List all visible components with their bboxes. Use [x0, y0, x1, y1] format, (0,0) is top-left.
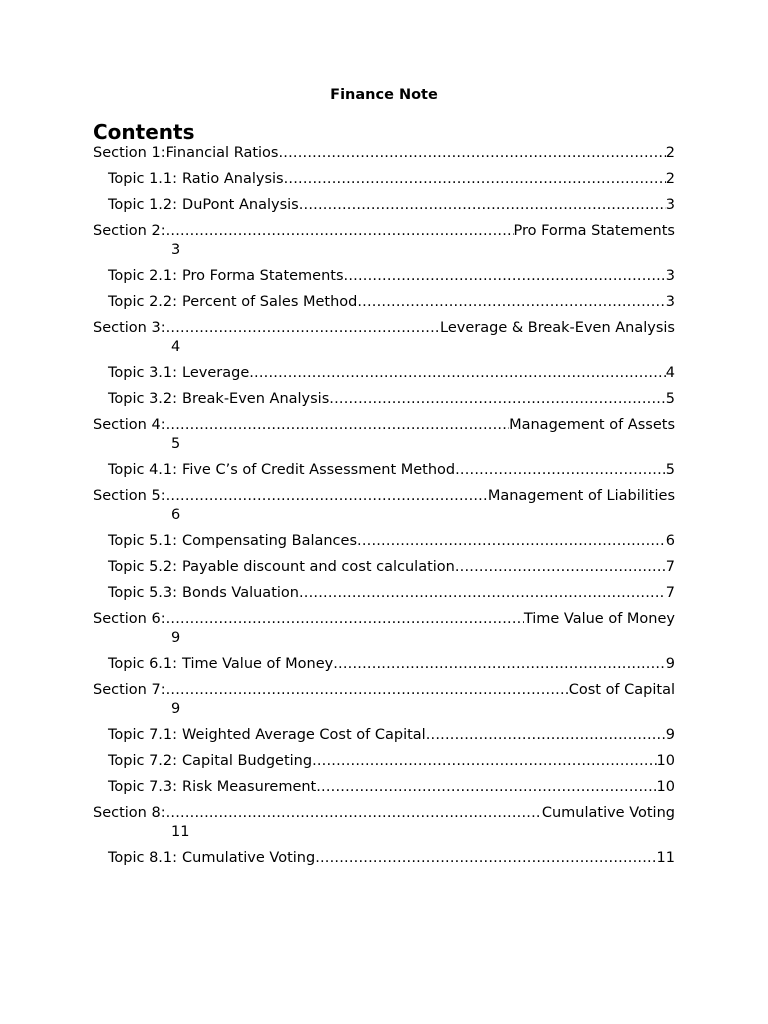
- toc-entry-title: Weighted Average Cost of Capital: [182, 727, 426, 743]
- toc-topic-entry[interactable]: [93, 364, 675, 383]
- toc-entry-title: Leverage & Break-Even Analysis: [440, 320, 675, 336]
- toc-entry-title: Leverage: [182, 365, 250, 381]
- toc-entry-number: Section 5:: [93, 488, 166, 504]
- toc-entry-page: 4: [171, 339, 181, 355]
- toc-entry-title: Break-Even Analysis: [182, 391, 330, 407]
- toc-entry-title: Bonds Valuation: [182, 585, 299, 601]
- toc-entry-number: Topic 4.1:: [108, 462, 178, 478]
- toc-entry-number: Topic 3.2:: [108, 391, 178, 407]
- toc-entry-title: Ratio Analysis: [182, 171, 284, 187]
- toc-topic-entry[interactable]: [93, 461, 675, 480]
- toc-entry-page: 10: [656, 779, 675, 795]
- dot-leader: [166, 416, 510, 435]
- toc-entry-title: DuPont Analysis: [182, 197, 299, 213]
- dot-leader: [278, 144, 665, 163]
- toc-topic-entry[interactable]: [93, 849, 675, 868]
- dot-leader: [329, 390, 666, 409]
- toc-topic-entry[interactable]: [93, 293, 675, 312]
- dot-leader: [357, 532, 666, 551]
- dot-leader: [333, 655, 666, 674]
- toc-entry-page: 9: [665, 727, 675, 743]
- toc-entry-number: Topic 2.2:: [108, 294, 178, 310]
- toc-topic-entry[interactable]: [93, 390, 675, 409]
- dot-leader: [166, 681, 569, 700]
- toc-entry-title: Financial Ratios: [165, 145, 279, 161]
- toc-entry-page: 6: [665, 533, 675, 549]
- dot-leader: [166, 487, 488, 506]
- toc-entry-page: 3: [665, 197, 675, 213]
- toc-topic-entry[interactable]: [93, 584, 675, 603]
- toc-entry-number: Topic 1.2:: [108, 197, 178, 213]
- toc-entry-number: Topic 5.3:: [108, 585, 178, 601]
- toc-entry-page: 5: [665, 391, 675, 407]
- toc-entry-number: Topic 7.3:: [108, 779, 178, 795]
- toc-section-entry[interactable]: [93, 681, 675, 719]
- toc-entry-page: 6: [171, 507, 181, 523]
- toc-topic-entry[interactable]: [93, 532, 675, 551]
- toc-entry-title: Compensating Balances: [182, 533, 358, 549]
- toc-entry-title: Pro Forma Statements: [513, 223, 675, 239]
- toc-entry-number: Topic 1.1:: [108, 171, 178, 187]
- toc-entry-title: Cumulative Voting: [541, 805, 675, 821]
- toc-entry-page: 9: [171, 630, 181, 646]
- toc-entry-page: 9: [171, 701, 181, 717]
- toc-entry-page: 4: [665, 365, 675, 381]
- dot-leader: [166, 610, 524, 629]
- toc-entry-title: Management of Liabilities: [487, 488, 675, 504]
- dot-leader: [312, 752, 656, 771]
- dot-leader: [315, 849, 656, 868]
- toc-entry-number: Section 8:: [93, 805, 166, 821]
- toc-entry-number: Section 3:: [93, 320, 166, 336]
- toc-entry-number: Section 2:: [93, 223, 166, 239]
- toc-section-entry[interactable]: [93, 144, 675, 163]
- toc-topic-entry[interactable]: [93, 196, 675, 215]
- toc-entry-page: 11: [656, 850, 675, 866]
- toc-entry-page: 5: [171, 436, 181, 452]
- toc-entry-page: 5: [665, 462, 675, 478]
- dot-leader: [249, 364, 666, 383]
- dot-leader: [284, 170, 666, 189]
- toc-section-entry[interactable]: [93, 610, 675, 648]
- toc-entry-title: Time Value of Money: [182, 656, 334, 672]
- toc-section-entry[interactable]: [93, 487, 675, 525]
- toc-topic-entry[interactable]: [93, 778, 675, 797]
- toc-section-entry[interactable]: [93, 416, 675, 454]
- dot-leader: [299, 584, 666, 603]
- dot-leader: [455, 558, 666, 577]
- toc-entry-number: Section 1:: [93, 145, 166, 161]
- toc-entry-page: 2: [665, 145, 675, 161]
- toc-entry-page: 3: [665, 294, 675, 310]
- toc-entry-number: Topic 5.1:: [108, 533, 178, 549]
- toc-entry-number: Topic 6.1:: [108, 656, 178, 672]
- contents-heading: Contents: [93, 120, 195, 144]
- toc-entry-page: 10: [656, 753, 675, 769]
- toc-entry-title: Five C’s of Credit Assessment Method: [182, 462, 456, 478]
- dot-leader: [455, 461, 666, 480]
- toc-entry-title: Risk Measurement: [182, 779, 317, 795]
- toc-entry-page: 9: [665, 656, 675, 672]
- table-of-contents: [93, 144, 675, 875]
- toc-entry-page: 7: [665, 559, 675, 575]
- toc-entry-page: 11: [171, 824, 190, 840]
- toc-entry-number: Topic 8.1:: [108, 850, 178, 866]
- toc-entry-page: 7: [665, 585, 675, 601]
- dot-leader: [299, 196, 666, 215]
- toc-entry-title: Time Value of Money: [523, 611, 675, 627]
- toc-topic-entry[interactable]: [93, 655, 675, 674]
- toc-entry-number: Topic 2.1:: [108, 268, 178, 284]
- dot-leader: [166, 319, 440, 338]
- toc-entry-number: Section 4:: [93, 417, 166, 433]
- toc-topic-entry[interactable]: [93, 726, 675, 745]
- toc-entry-page: 3: [665, 268, 675, 284]
- toc-entry-title: Percent of Sales Method: [182, 294, 358, 310]
- toc-entry-page: 2: [665, 171, 675, 187]
- toc-entry-number: Section 7:: [93, 682, 166, 698]
- toc-entry-number: Topic 3.1:: [108, 365, 178, 381]
- toc-entry-title: Management of Assets: [509, 417, 675, 433]
- toc-entry-title: Cost of Capital: [568, 682, 675, 698]
- toc-topic-entry[interactable]: [93, 558, 675, 577]
- dot-leader: [316, 778, 656, 797]
- dot-leader: [166, 804, 542, 823]
- toc-entry-page: 3: [171, 242, 181, 258]
- toc-topic-entry[interactable]: [93, 170, 675, 189]
- document-title: Finance Note: [330, 87, 438, 103]
- toc-entry-number: Topic 7.1:: [108, 727, 178, 743]
- toc-section-entry[interactable]: [93, 222, 675, 260]
- toc-entry-title: Cumulative Voting: [182, 850, 316, 866]
- dot-leader: [357, 293, 665, 312]
- toc-section-entry[interactable]: [93, 319, 675, 357]
- toc-entry-number: Topic 5.2:: [108, 559, 178, 575]
- dot-leader: [426, 726, 666, 745]
- toc-topic-entry[interactable]: [93, 267, 675, 286]
- toc-topic-entry[interactable]: [93, 752, 675, 771]
- toc-entry-number: Section 6:: [93, 611, 166, 627]
- dot-leader: [166, 222, 514, 241]
- toc-entry-title: Pro Forma Statements: [182, 268, 344, 284]
- toc-section-entry[interactable]: [93, 804, 675, 842]
- toc-entry-title: Capital Budgeting: [182, 753, 313, 769]
- dot-leader: [344, 267, 666, 286]
- toc-entry-number: Topic 7.2:: [108, 753, 178, 769]
- toc-entry-title: Payable discount and cost calculation: [182, 559, 455, 575]
